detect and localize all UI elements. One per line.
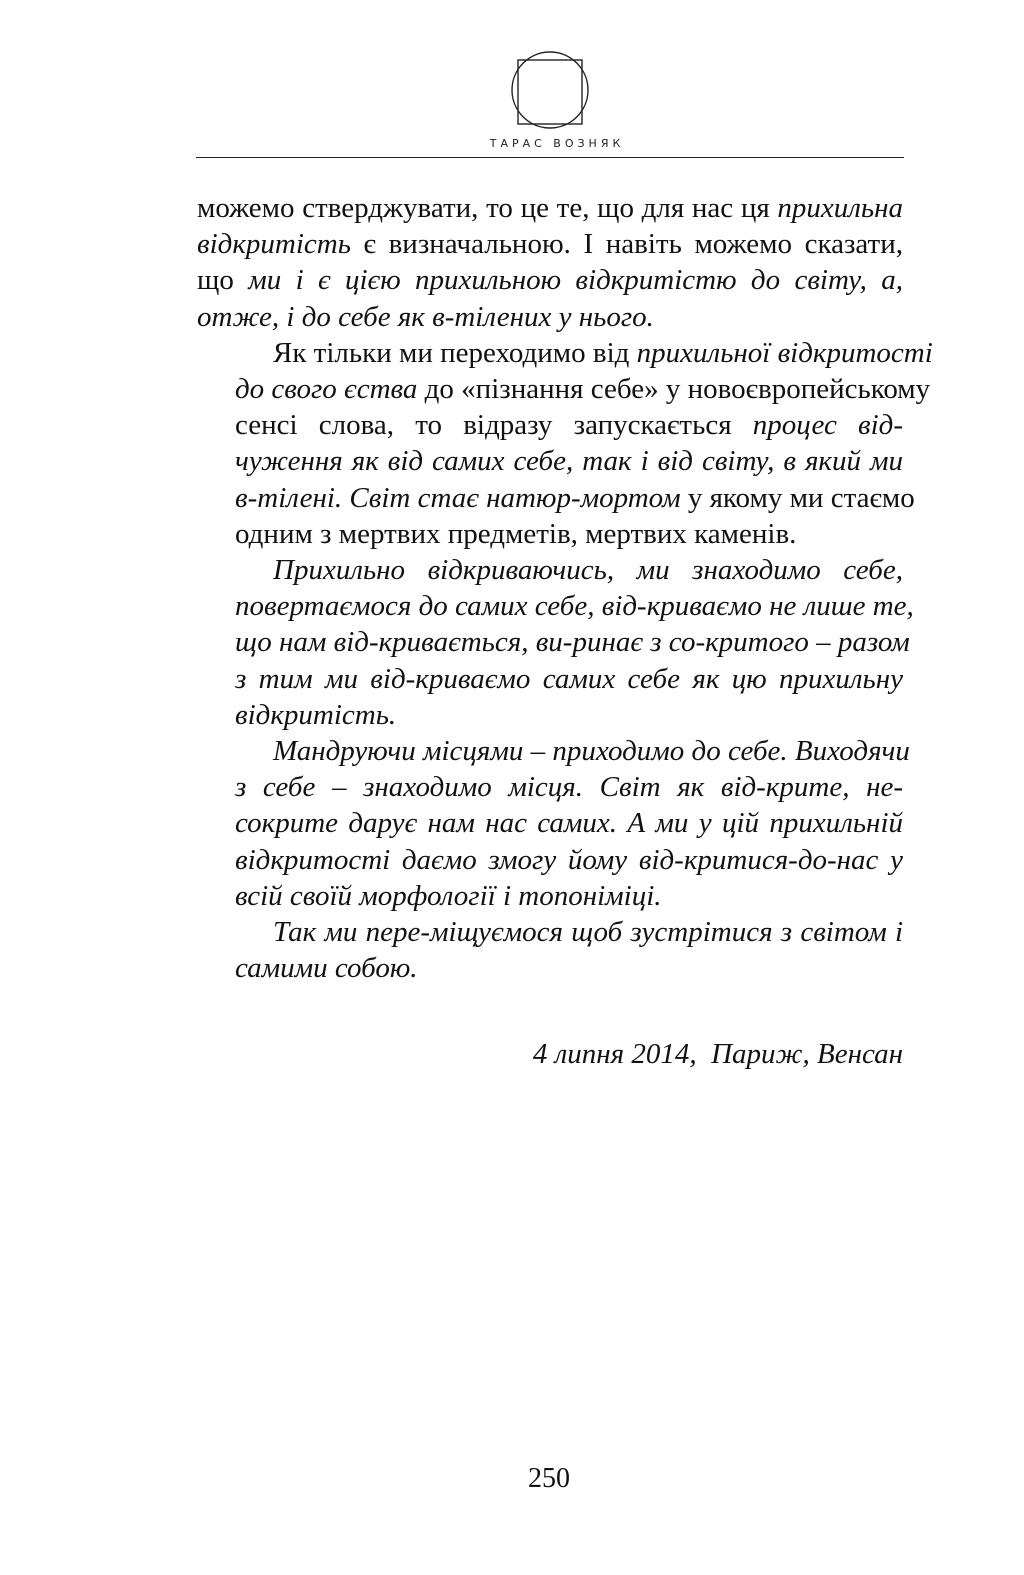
text-line	[197, 661, 903, 697]
italic-text-run: що нам від-кривається, ви-ринає з со-критого – разом	[235, 626, 910, 659]
text-run: Як тільки ми переходимо від	[273, 336, 637, 369]
date-place-signature: 4 липня 2014, Париж, Венсан	[532, 1038, 903, 1070]
paragraph	[197, 914, 903, 986]
paragraph	[197, 190, 903, 335]
text-line	[197, 516, 903, 552]
italic-text-run: прихильної відкритості	[636, 336, 933, 369]
italic-text-run: сокрите дарує нам нас самих. А ми у цій прихильній	[235, 807, 903, 840]
text-run: у якому ми стаємо	[680, 481, 915, 514]
italic-text-run: відкритість	[197, 228, 351, 261]
italic-text-run: ми і є цією прихильною відкритістю до світу, а,	[248, 264, 903, 297]
running-head-author: ТАРАС ВОЗНЯК	[489, 137, 625, 150]
italic-text-run: самими собою.	[235, 952, 418, 985]
text-line	[197, 588, 914, 624]
body-text	[197, 190, 933, 986]
italic-text-run: з тим ми від-криваємо самих себе як цю прихильну	[235, 662, 903, 695]
text-line	[197, 262, 903, 298]
text-run: одним з мертвих предметів, мертвих каменів.	[235, 517, 797, 550]
text-line	[197, 371, 931, 407]
text-line	[197, 226, 903, 262]
text-line	[197, 407, 903, 443]
text-line	[197, 299, 903, 335]
text-run: сенсі слова, то відразу запускається	[235, 409, 753, 442]
italic-text-run: відкритість.	[235, 698, 397, 731]
italic-text-run: Так ми пере-міщуємося щоб зустрітися з світом і	[273, 916, 903, 949]
page-number: 250	[528, 1463, 570, 1494]
italic-text-run: в-тілені. Світ стає натюр-мортом	[235, 481, 681, 514]
italic-text-run: відкритості даємо змогу йому від-критися-до-нас у	[235, 843, 903, 876]
italic-text-run: Прихильно відкриваючись, ми знаходимо себе,	[273, 554, 903, 587]
text-line	[197, 552, 903, 588]
text-run: що	[197, 264, 249, 297]
italic-text-run: з себе – знаходимо місця. Світ як від-крите, не-	[235, 771, 903, 804]
text-line	[197, 335, 933, 371]
italic-text-run: процес від-	[752, 409, 904, 442]
header-rule	[196, 157, 904, 158]
paragraph	[197, 335, 933, 552]
text-run: до «пізнання себе» у новоєвропейському	[417, 373, 931, 406]
text-line	[197, 480, 915, 516]
paragraph	[197, 552, 914, 733]
italic-text-run: до свого єства	[235, 373, 418, 406]
text-line	[197, 878, 903, 914]
italic-text-run: отже, і до себе як в-тілених у нього.	[197, 300, 654, 333]
text-line	[197, 842, 903, 878]
italic-text-run: прихильна	[777, 192, 903, 224]
italic-text-run: Мандруючи місцями – приходимо до себе. Виходячи	[273, 735, 910, 768]
text-line	[197, 914, 903, 950]
text-line	[197, 950, 903, 986]
circle-square-emblem-icon	[510, 46, 590, 130]
text-line	[197, 769, 903, 805]
text-run: є визначальною. І навіть можемо сказати,	[350, 228, 903, 261]
text-line	[197, 190, 903, 226]
italic-text-run: чуження як від самих себе, так і від світу, в який ми	[235, 445, 903, 478]
italic-text-run: повертаємося до самих себе, від-криваємо не лише те,	[235, 590, 914, 623]
text-line	[197, 443, 903, 479]
text-line	[197, 733, 910, 769]
italic-text-run: всій своїй морфології і топоніміці.	[235, 879, 662, 912]
text-line	[197, 624, 910, 660]
text-line	[197, 697, 903, 733]
paragraph	[197, 733, 910, 914]
text-run: можемо стверджувати, то це те, що для нас ця	[197, 192, 778, 224]
text-line	[197, 805, 903, 841]
